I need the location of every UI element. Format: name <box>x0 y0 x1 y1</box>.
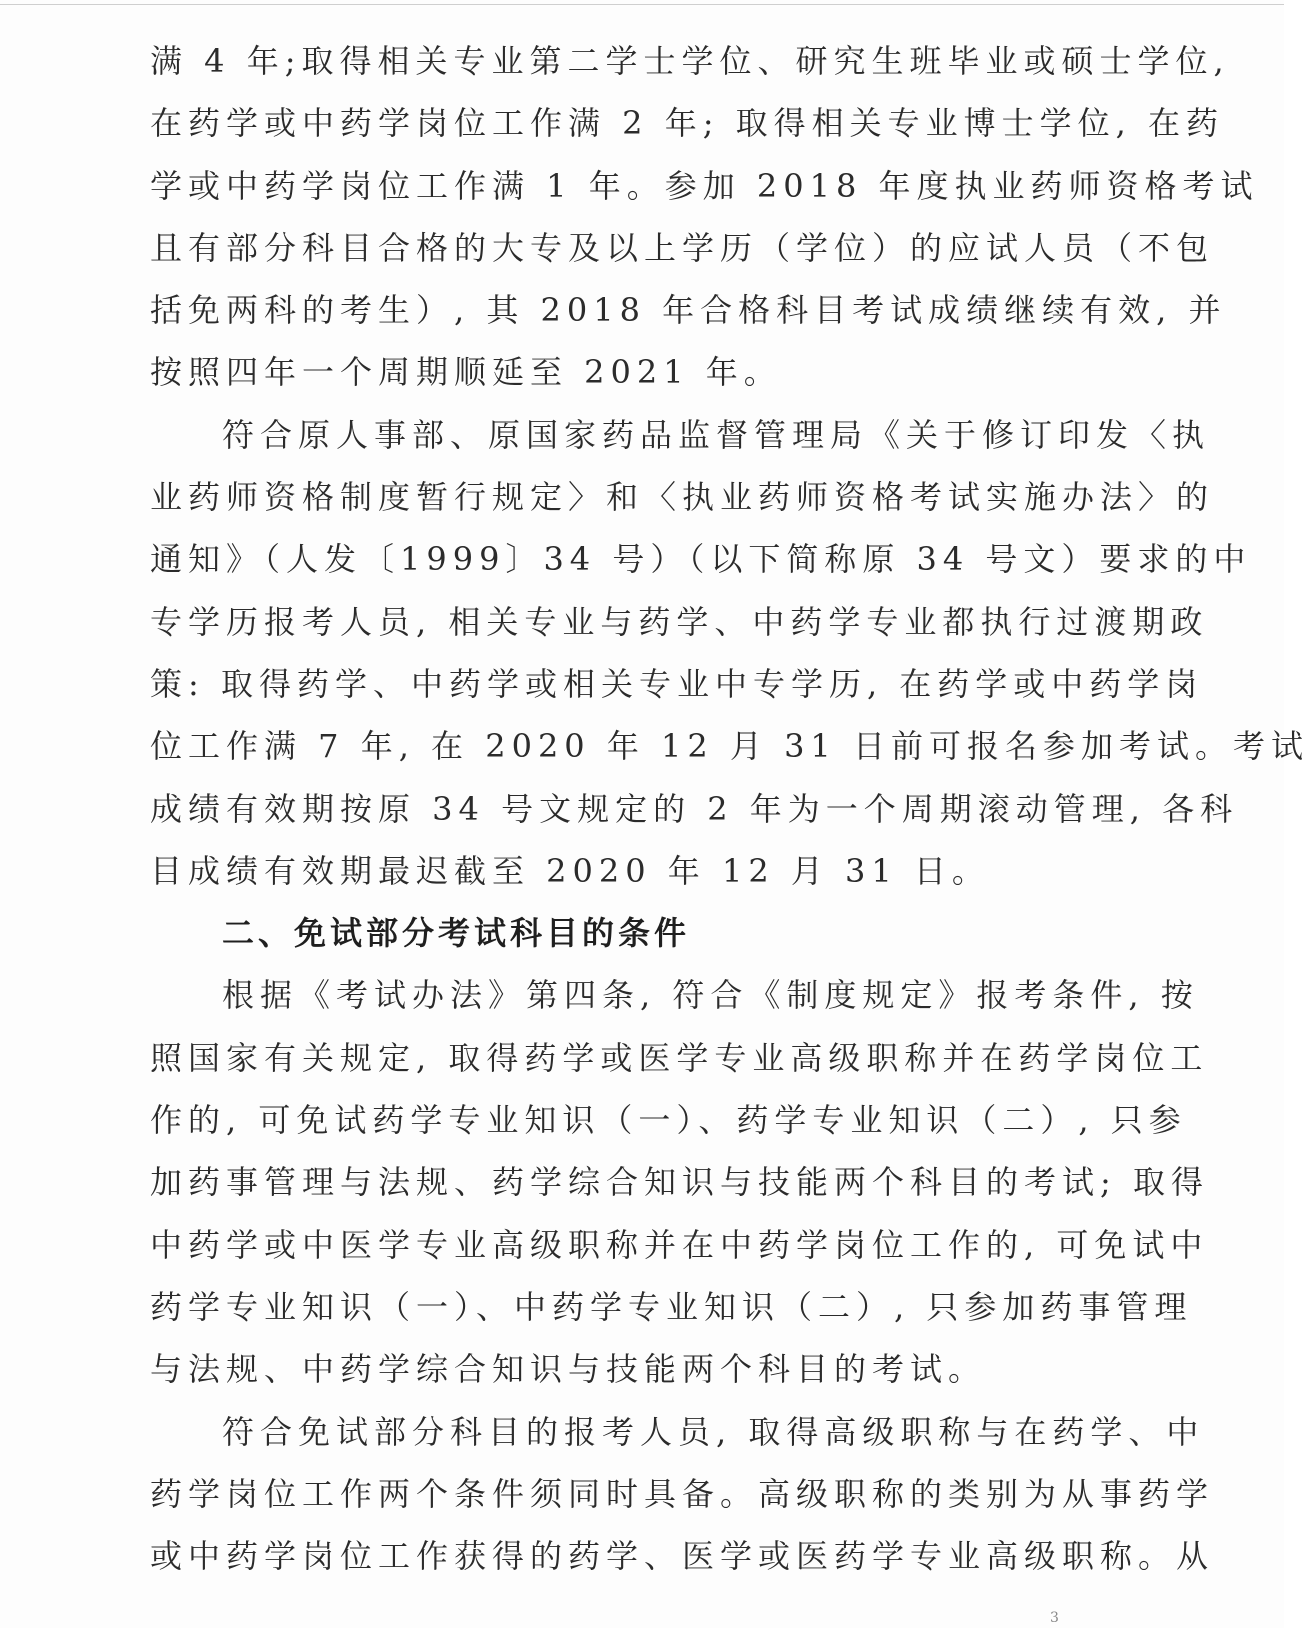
text-line: 药学专业知识（一）、中药学专业知识（二）, 只参加药事管理 <box>150 1287 1193 1326</box>
top-divider <box>0 4 1284 5</box>
paragraph-first-line: 符合原人事部、原国家药品监督管理局《关于修订印发〈执 <box>222 415 1211 454</box>
text-line: 或中药学岗位工作获得的药学、医学或医药学专业高级职称。从 <box>150 1537 1215 1576</box>
text-line: 药学岗位工作两个条件须同时具备。高级职称的类别为从事药学 <box>150 1474 1215 1513</box>
text-line: 作的, 可免试药学专业知识（一）、药学专业知识（二）, 只参 <box>150 1101 1187 1140</box>
text-line: 专学历报考人员, 相关专业与药学、中药学专业都执行过渡期政 <box>150 602 1209 641</box>
text-line: 满 4 年;取得相关专业第二学士学位、研究生班毕业或硕士学位, <box>150 42 1230 80</box>
text-line: 照国家有关规定, 取得药学或医学专业高级职称并在药学岗位工 <box>150 1038 1209 1077</box>
text-line: 目成绩有效期最迟截至 2020 年 12 月 31 日。 <box>150 851 990 890</box>
text-line: 且有部分科目合格的大专及以上学历（学位）的应试人员（不包 <box>150 228 1215 267</box>
paragraph-first-line: 符合免试部分科目的报考人员, 取得高级职称与在药学、中 <box>222 1412 1205 1451</box>
text-line: 与法规、中药学综合知识与技能两个科目的考试。 <box>150 1350 987 1389</box>
document-body <box>150 30 1309 1587</box>
text-line: 括免两科的考生）, 其 2018 年合格科目考试成绩继续有效, 并 <box>150 291 1227 330</box>
section-heading: 二、免试部分考试科目的条件 <box>222 914 691 953</box>
text-line: 位工作满 7 年, 在 2020 年 12 月 31 日前可报名参加考试。考试 <box>150 727 1309 766</box>
text-line: 学或中药学岗位工作满 1 年。参加 2018 年度执业药师资格考试 <box>150 166 1259 205</box>
text-line: 加药事管理与法规、药学综合知识与技能两个科目的考试; 取得 <box>150 1163 1209 1202</box>
text-line: 中药学或中医学专业高级职称并在中药学岗位工作的, 可免试中 <box>150 1225 1209 1264</box>
text-line: 通知》（人发〔1999〕34 号）（以下简称原 34 号文）要求的中 <box>150 540 1252 579</box>
text-line: 成绩有效期按原 34 号文规定的 2 年为一个周期滚动管理, 各科 <box>150 789 1239 828</box>
text-line: 在药学或中药学岗位工作满 2 年; 取得相关专业博士学位, 在药 <box>150 104 1225 143</box>
text-line: 业药师资格制度暂行规定〉和〈执业药师资格考试实施办法〉的 <box>150 478 1215 517</box>
text-line: 策: 取得药学、中药学或相关专业中专学历, 在药学或中药学岗 <box>150 664 1204 703</box>
text-line: 按照四年一个周期顺延至 2021 年。 <box>150 353 782 392</box>
paragraph-first-line: 根据《考试办法》第四条, 符合《制度规定》报考条件, 按 <box>222 976 1199 1015</box>
page-number: 3 <box>1050 1610 1059 1626</box>
